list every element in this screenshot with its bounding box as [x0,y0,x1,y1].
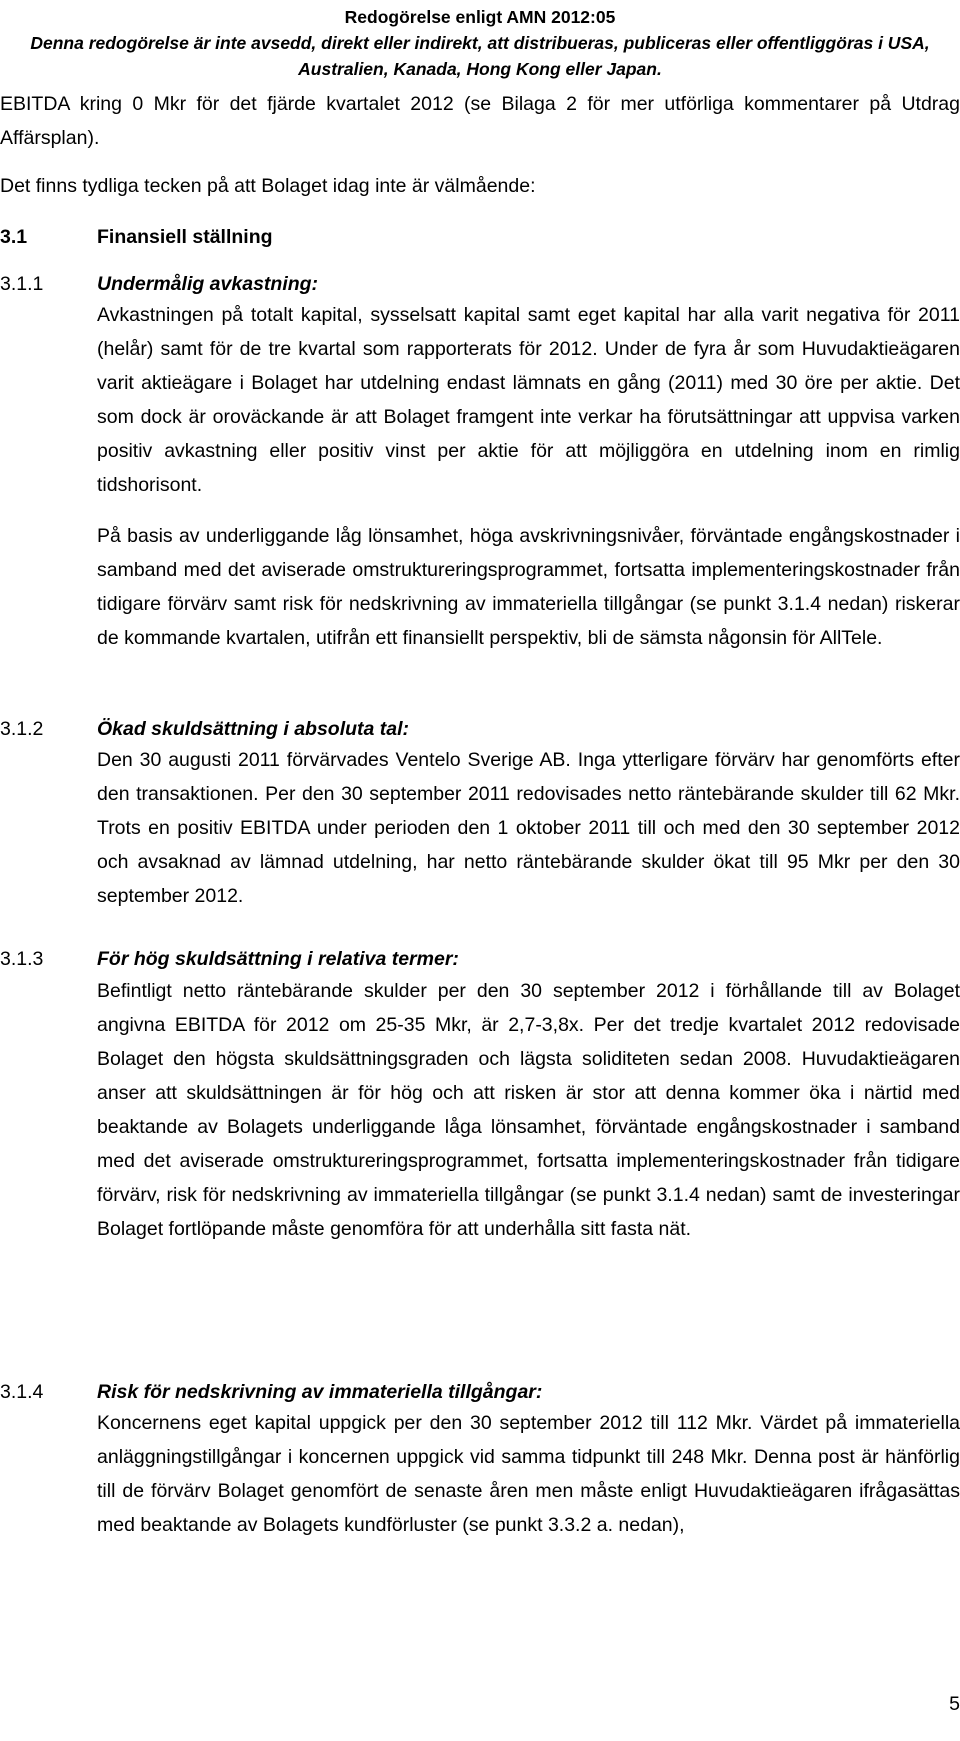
section-title-3-1-1: Undermålig avkastning: [97,273,319,295]
section-number-3-1-4: 3.1.4 [0,1381,44,1403]
document-header [0,4,960,82]
section-number-3-1-2: 3.1.2 [0,718,44,740]
intro-paragraph-2: Det finns tydliga tecken på att Bolaget idag inte är välmående: [0,175,536,197]
header-disclaimer-line2: Australien, Kanada, Hong Kong eller Japan. [298,59,662,79]
section-title-3-1: Finansiell ställning [97,226,273,248]
header-title: Redogörelse enligt AMN 2012:05 [344,7,616,27]
page-number: 5 [949,1693,960,1715]
section-title-3-1-3: För hög skuldsättning i relativa termer: [97,948,459,970]
section-title-3-1-2: Ökad skuldsättning i absoluta tal: [97,718,410,740]
intro-paragraph-1: EBITDA kring 0 Mkr för det fjärde kvartalet 2012 (se Bilaga 2 för mer utförliga kommentarer på Utdrag Affärsplan). [0,93,960,149]
section-title-3-1-4: Risk för nedskrivning av immateriella tillgångar: [97,1381,543,1403]
section-3-1-3-paragraph-1: Befintligt netto räntebärande skulder per den 30 september 2012 i förhållande till av Bolaget angivna EBITDA för 2012 om 25-35 Mkr, är 2,7-3,8x. Per det tredje kvartalet 2012 redovisade Bolaget den högsta skuldsättningsgraden och lägsta soliditeten sedan 2008. Huvudaktieägaren anser att skuldsättningen är för hög och att risken är stor att denna kommer öka i närtid med beaktande av Bolagets underliggande låga lönsamhet, förväntade engångskostnader i samband med det aviserade omstruktureringsprogrammet, fortsatta implementeringskostnader från tidigare förvärv, risk för nedskrivning av immateriella tillgångar (se punkt 3.1.4 nedan) samt de investeringar Bolaget fortlöpande måste genomföra för att underhålla sitt fasta nät. [97,980,960,1240]
section-3-1-1-paragraph-1: Avkastningen på totalt kapital, sysselsatt kapital samt eget kapital har alla varit negativa för 2011 (helår) samt för de tre kvartal som rapporterats för 2012. Under de fyra år som Huvudaktieägaren varit aktieägare i Bolaget har utdelning endast lämnats en gång (2011) med 30 öre per aktie. Det som dock är oroväckande är att Bolaget framgent inte verkar ha förutsättningar att uppvisa varken positiv avkastning eller positiv vinst per aktie för att möjliggöra en utdelning inom en rimlig tidshorisont. [97,304,960,496]
section-3-1-4-paragraph-1: Koncernens eget kapital uppgick per den 30 september 2012 till 112 Mkr. Värdet på immateriella anläggningstillgångar i koncernen uppgick vid samma tidpunkt till 248 Mkr. Denna post är hänförlig till de förvärv Bolaget genomfört de senaste åren men måste enligt Huvudaktieägaren ifrågasättas med beaktande av Bolagets kundförluster (se punkt 3.3.2 a. nedan), [97,1412,960,1536]
section-number-3-1-3: 3.1.3 [0,948,44,970]
section-3-1-2-paragraph-1: Den 30 augusti 2011 förvärvades Ventelo Sverige AB. Inga ytterligare förvärv har genomförts efter den transaktionen. Per den 30 september 2011 redovisades netto räntebärande skulder till 62 Mkr. Trots en positiv EBITDA under perioden den 1 oktober 2011 till och med den 30 september 2012 och avsaknad av lämnad utdelning, har netto räntebärande skulder ökat till 95 Mkr per den 30 september 2012. [97,749,960,907]
section-3-1-1-paragraph-2: På basis av underliggande låg lönsamhet, höga avskrivningsnivåer, förväntade engångskostnader i samband med det aviserade omstruktureringsprogrammet, fortsatta implementeringskostnader från tidigare förvärv samt risk för nedskrivning av immateriella tillgångar (se punkt 3.1.4 nedan) riskerar de kommande kvartalen, utifrån ett finansiellt perspektiv, bli de sämsta någonsin för AllTele. [97,525,960,649]
header-disclaimer-line1: Denna redogörelse är inte avsedd, direkt eller indirekt, att distribueras, publiceras eller offentliggöras i USA, [30,33,930,53]
section-number-3-1-1: 3.1.1 [0,273,44,295]
section-number-3-1: 3.1 [0,226,28,248]
